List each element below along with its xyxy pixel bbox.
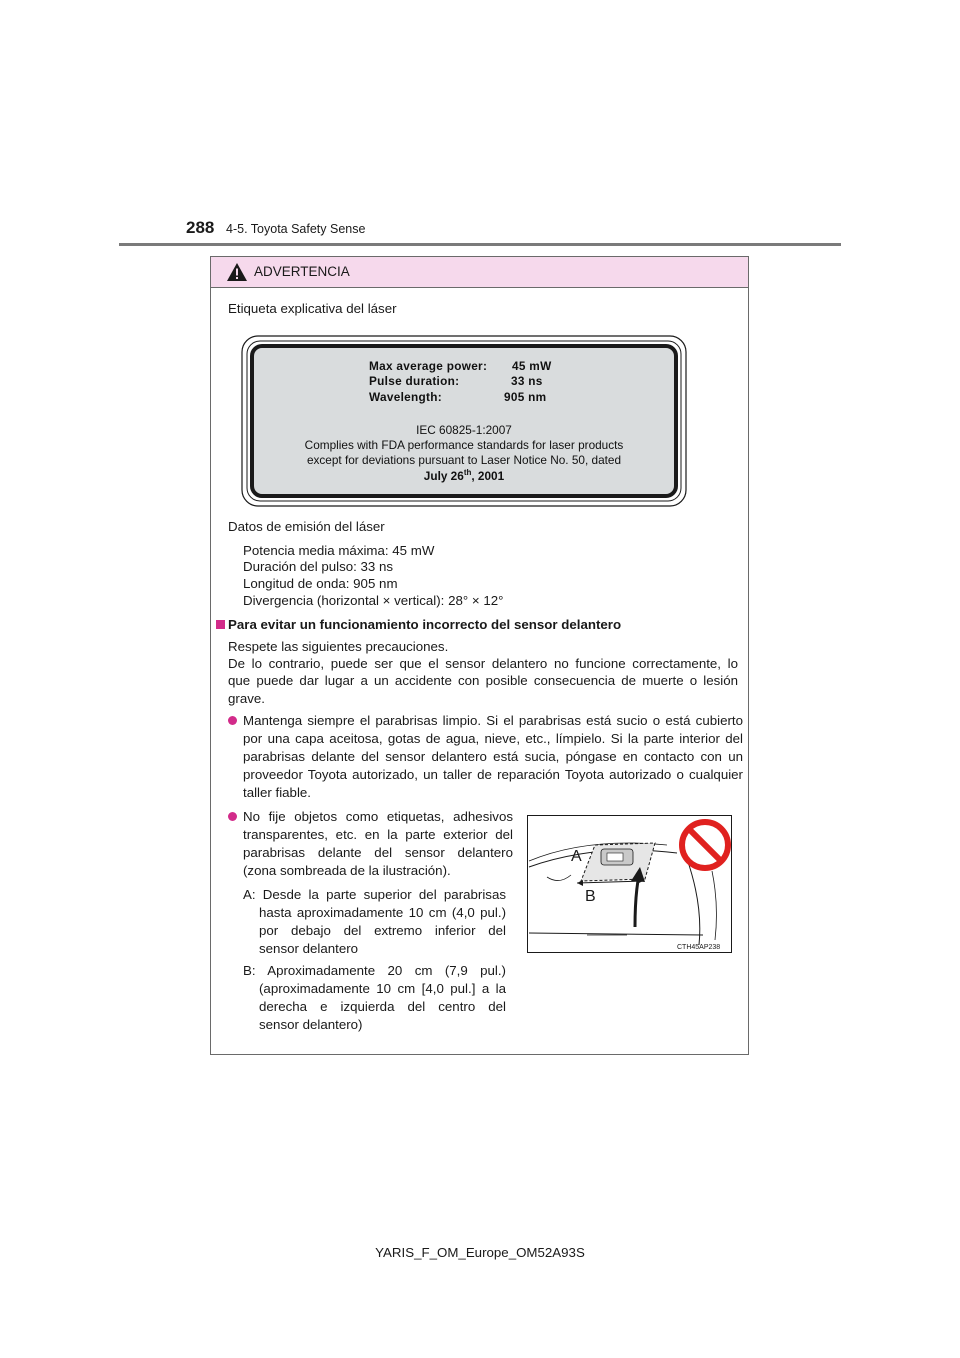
label-compliance-line1: Complies with FDA performance standards for laser products — [304, 438, 624, 452]
item-b-line: (aproximadamente 10 cm [4,0 pul.] a la — [259, 981, 506, 996]
label-row-wavelength-name: Wavelength: — [369, 390, 442, 404]
intro-line: De lo contrario, puede ser que el sensor delantero no funcione correctamente, lo — [228, 656, 738, 671]
label-row-pulse-value: 33 ns — [511, 374, 543, 388]
item-a-line: sensor delantero — [259, 941, 359, 956]
label-date-sup: th — [463, 468, 472, 477]
intro-line: Respete las siguientes precauciones. — [228, 639, 449, 654]
intro-line: grave. — [228, 691, 265, 706]
item-b-line: sensor delantero) — [259, 1017, 363, 1032]
label-standard: IEC 60825-1:2007 — [416, 423, 512, 437]
header-divider — [119, 243, 841, 246]
emission-line: Divergencia (horizontal × vertical): 28° × 12° — [243, 593, 504, 608]
item-b-line: derecha e izquierda del centro del — [259, 999, 506, 1014]
illustration-label-b: B — [585, 888, 596, 905]
emission-line: Duración del pulso: 33 ns — [243, 559, 394, 574]
round-bullet-icon — [228, 812, 237, 821]
bullet2-line: (zona sombreada de la ilustración). — [243, 863, 451, 878]
warning-title: ADVERTENCIA — [254, 264, 350, 279]
bullet1-line: taller fiable. — [243, 785, 311, 800]
label-date-year: , 2001 — [471, 468, 505, 483]
intro-line: que puede dar lugar a un accidente con posible consecuencia de muerte o lesión — [228, 673, 738, 688]
bullet1-line: proveedor Toyota autorizado, un taller de reparación Toyota autorizado o cualquier — [243, 767, 743, 782]
windshield-sensor-illustration — [527, 815, 732, 953]
item-b-line: B: Aproximadamente 20 cm (7,9 pul.) — [243, 963, 506, 978]
laser-label-heading: Etiqueta explicativa del láser — [228, 301, 397, 316]
warning-header — [211, 257, 748, 288]
label-date — [241, 468, 687, 483]
square-bullet-icon — [216, 620, 225, 629]
bullet1-line: por una capa aceitosa, gotas de agua, nieve, etc., límpielo. Si la parte interior del — [243, 731, 743, 746]
emission-heading: Datos de emisión del láser — [228, 519, 385, 534]
item-a-line: por debajo del extremo inferior del — [259, 923, 506, 938]
item-a-line: hasta aproximadamente 10 cm (4,0 pul.) — [259, 905, 506, 920]
label-date-main: July 26 — [423, 468, 464, 483]
document-id: YARIS_F_OM_Europe_OM52A93S — [375, 1245, 585, 1260]
bullet2-line: No fije objetos como etiquetas, adhesivos — [243, 809, 513, 824]
round-bullet-icon — [228, 716, 237, 725]
subsection-title: Para evitar un funcionamiento incorrecto del sensor delantero — [228, 617, 622, 632]
bullet2-line: parabrisas delante del sensor delantero — [243, 845, 513, 860]
label-compliance-line2: except for deviations pursuant to Laser Notice No. 50, dated — [306, 453, 622, 467]
warning-triangle-icon — [226, 262, 248, 282]
emission-line: Longitud de onda: 905 nm — [243, 576, 398, 591]
emission-line: Potencia media máxima: 45 mW — [243, 543, 435, 558]
label-row-pulse-name: Pulse duration: — [369, 374, 460, 388]
label-row-power-name: Max average power: — [369, 359, 488, 373]
page-number: 288 — [186, 218, 215, 237]
section-title: 4-5. Toyota Safety Sense — [226, 222, 366, 236]
bullet1-line: Mantenga siempre el parabrisas limpio. Si el parabrisas está sucio o está cubierto — [243, 713, 743, 728]
label-row-power-value: 45 mW — [512, 359, 552, 373]
label-row-wavelength-value: 905 nm — [504, 390, 547, 404]
bullet1-line: parabrisas delante del sensor delantero está sucia, póngase en contacto con un — [243, 749, 743, 764]
illustration-code: CTH45AP238 — [677, 944, 721, 951]
illustration-label-a: A — [571, 848, 582, 865]
item-a-line: A: Desde la parte superior del parabrisas — [243, 887, 506, 902]
bullet2-line: transparentes, etc. en la parte exterior del — [243, 827, 513, 842]
